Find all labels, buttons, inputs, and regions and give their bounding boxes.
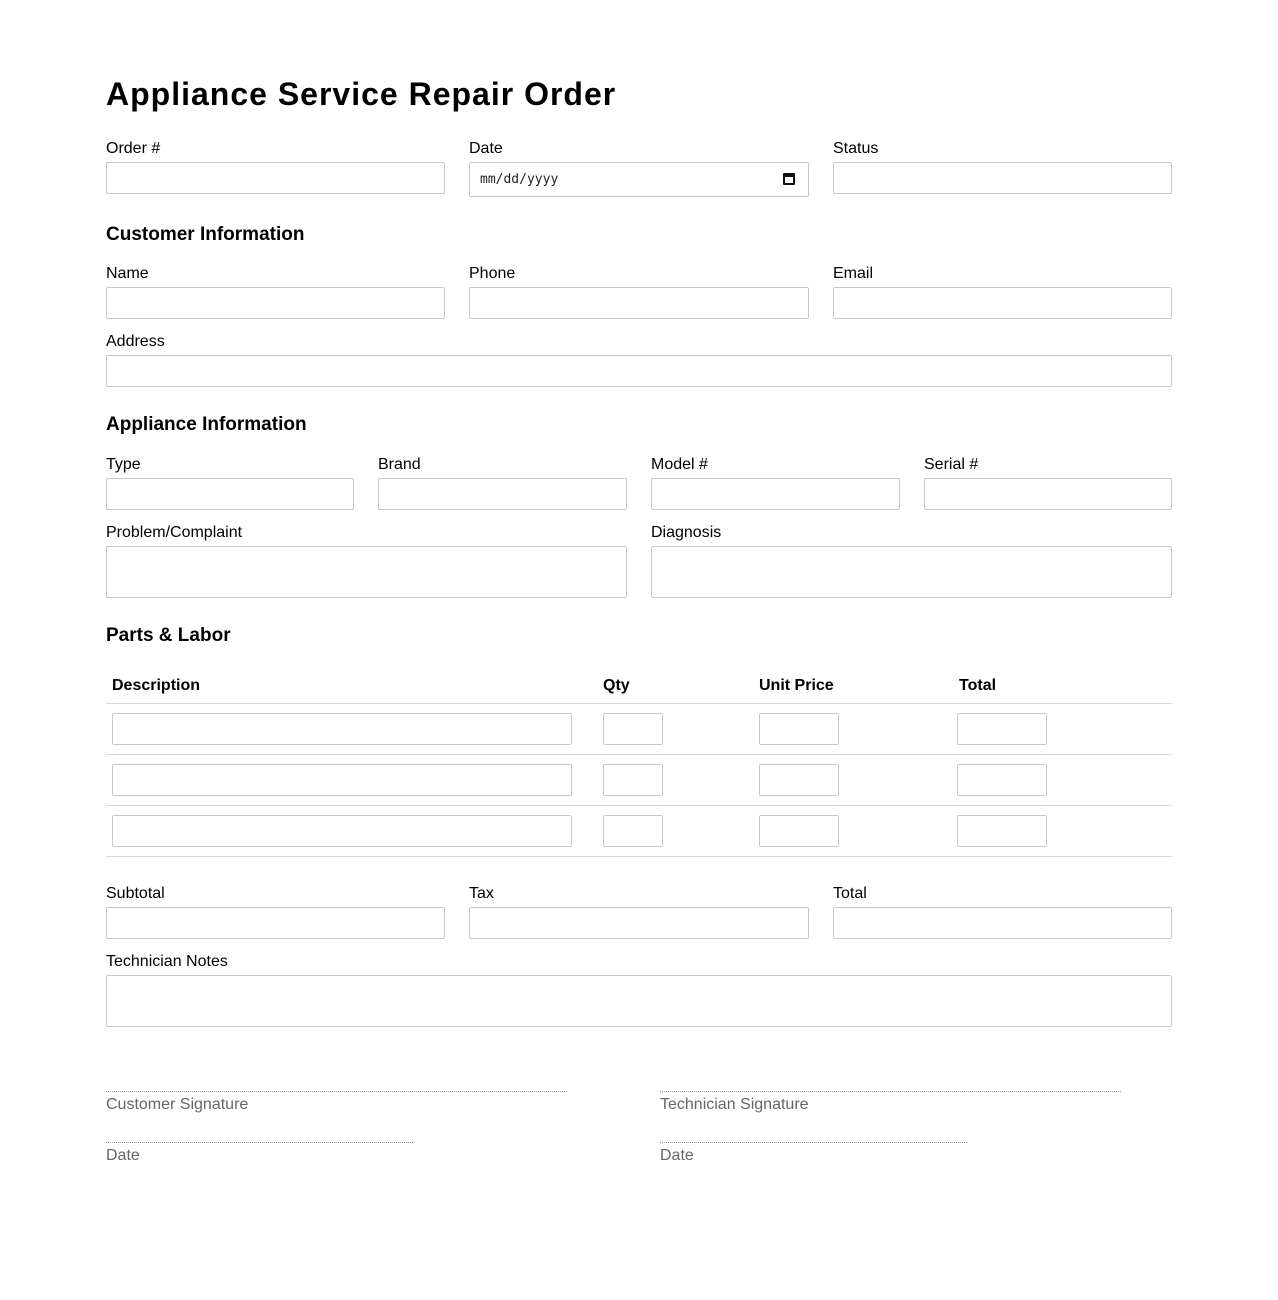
date-input[interactable] — [469, 162, 809, 197]
row-divider — [106, 856, 1172, 857]
technician-notes-label: Technician Notes — [106, 953, 228, 970]
name-label: Name — [106, 265, 149, 282]
tax-label: Tax — [469, 885, 494, 902]
address-label: Address — [106, 333, 165, 350]
order-number-input[interactable] — [106, 162, 445, 194]
brand-label: Brand — [378, 456, 421, 473]
row-description-input[interactable] — [112, 713, 572, 745]
email-label: Email — [833, 265, 874, 282]
row-qty-input[interactable] — [603, 764, 663, 796]
subtotal-label: Subtotal — [106, 885, 165, 902]
customer-signature-label: Customer Signature — [106, 1096, 249, 1113]
name-input[interactable] — [106, 287, 445, 319]
serial-label: Serial # — [924, 456, 979, 473]
row-unit-price-input[interactable] — [759, 764, 839, 796]
customer-date-line[interactable] — [106, 1142, 413, 1143]
brand-input[interactable] — [378, 478, 627, 510]
row-qty-input[interactable] — [603, 815, 663, 847]
appliance-info-heading: Appliance Information — [106, 414, 307, 435]
technician-signature-line[interactable] — [660, 1091, 1121, 1092]
grand-total-input[interactable] — [833, 907, 1172, 939]
type-label: Type — [106, 456, 141, 473]
parts-labor-heading: Parts & Labor — [106, 625, 231, 646]
customer-info-heading: Customer Information — [106, 224, 305, 245]
subtotal-input[interactable] — [106, 907, 445, 939]
type-input[interactable] — [106, 478, 354, 510]
row-divider — [106, 754, 1172, 755]
technician-notes-textarea[interactable] — [106, 975, 1172, 1027]
problem-label: Problem/Complaint — [106, 524, 243, 541]
table-header-divider — [106, 703, 1172, 704]
diagnosis-textarea[interactable] — [651, 546, 1172, 598]
calendar-icon[interactable] — [783, 173, 795, 185]
phone-label: Phone — [469, 265, 516, 282]
problem-textarea[interactable] — [106, 546, 627, 598]
row-total-input[interactable] — [957, 713, 1047, 745]
row-description-input[interactable] — [112, 764, 572, 796]
status-label: Status — [833, 140, 879, 157]
column-header-unit-price: Unit Price — [759, 677, 834, 694]
page-title: Appliance Service Repair Order — [106, 76, 617, 112]
row-description-input[interactable] — [112, 815, 572, 847]
row-unit-price-input[interactable] — [759, 815, 839, 847]
technician-date-label: Date — [660, 1147, 694, 1164]
model-input[interactable] — [651, 478, 900, 510]
column-header-qty: Qty — [603, 677, 630, 694]
email-input[interactable] — [833, 287, 1172, 319]
grand-total-label: Total — [833, 885, 867, 902]
customer-date-label: Date — [106, 1147, 140, 1164]
column-header-total: Total — [959, 677, 997, 694]
serial-input[interactable] — [924, 478, 1172, 510]
date-placeholder: mm/dd/yyyy — [480, 172, 559, 187]
address-input[interactable] — [106, 355, 1172, 387]
row-qty-input[interactable] — [603, 713, 663, 745]
order-number-label: Order # — [106, 140, 161, 157]
row-divider — [106, 805, 1172, 806]
column-header-description: Description — [112, 677, 201, 694]
phone-input[interactable] — [469, 287, 809, 319]
diagnosis-label: Diagnosis — [651, 524, 722, 541]
row-unit-price-input[interactable] — [759, 713, 839, 745]
technician-signature-label: Technician Signature — [660, 1096, 809, 1113]
customer-signature-line[interactable] — [106, 1091, 567, 1092]
status-input[interactable] — [833, 162, 1172, 194]
tax-input[interactable] — [469, 907, 809, 939]
row-total-input[interactable] — [957, 815, 1047, 847]
date-label: Date — [469, 140, 503, 157]
technician-date-line[interactable] — [660, 1142, 967, 1143]
model-label: Model # — [651, 456, 708, 473]
row-total-input[interactable] — [957, 764, 1047, 796]
